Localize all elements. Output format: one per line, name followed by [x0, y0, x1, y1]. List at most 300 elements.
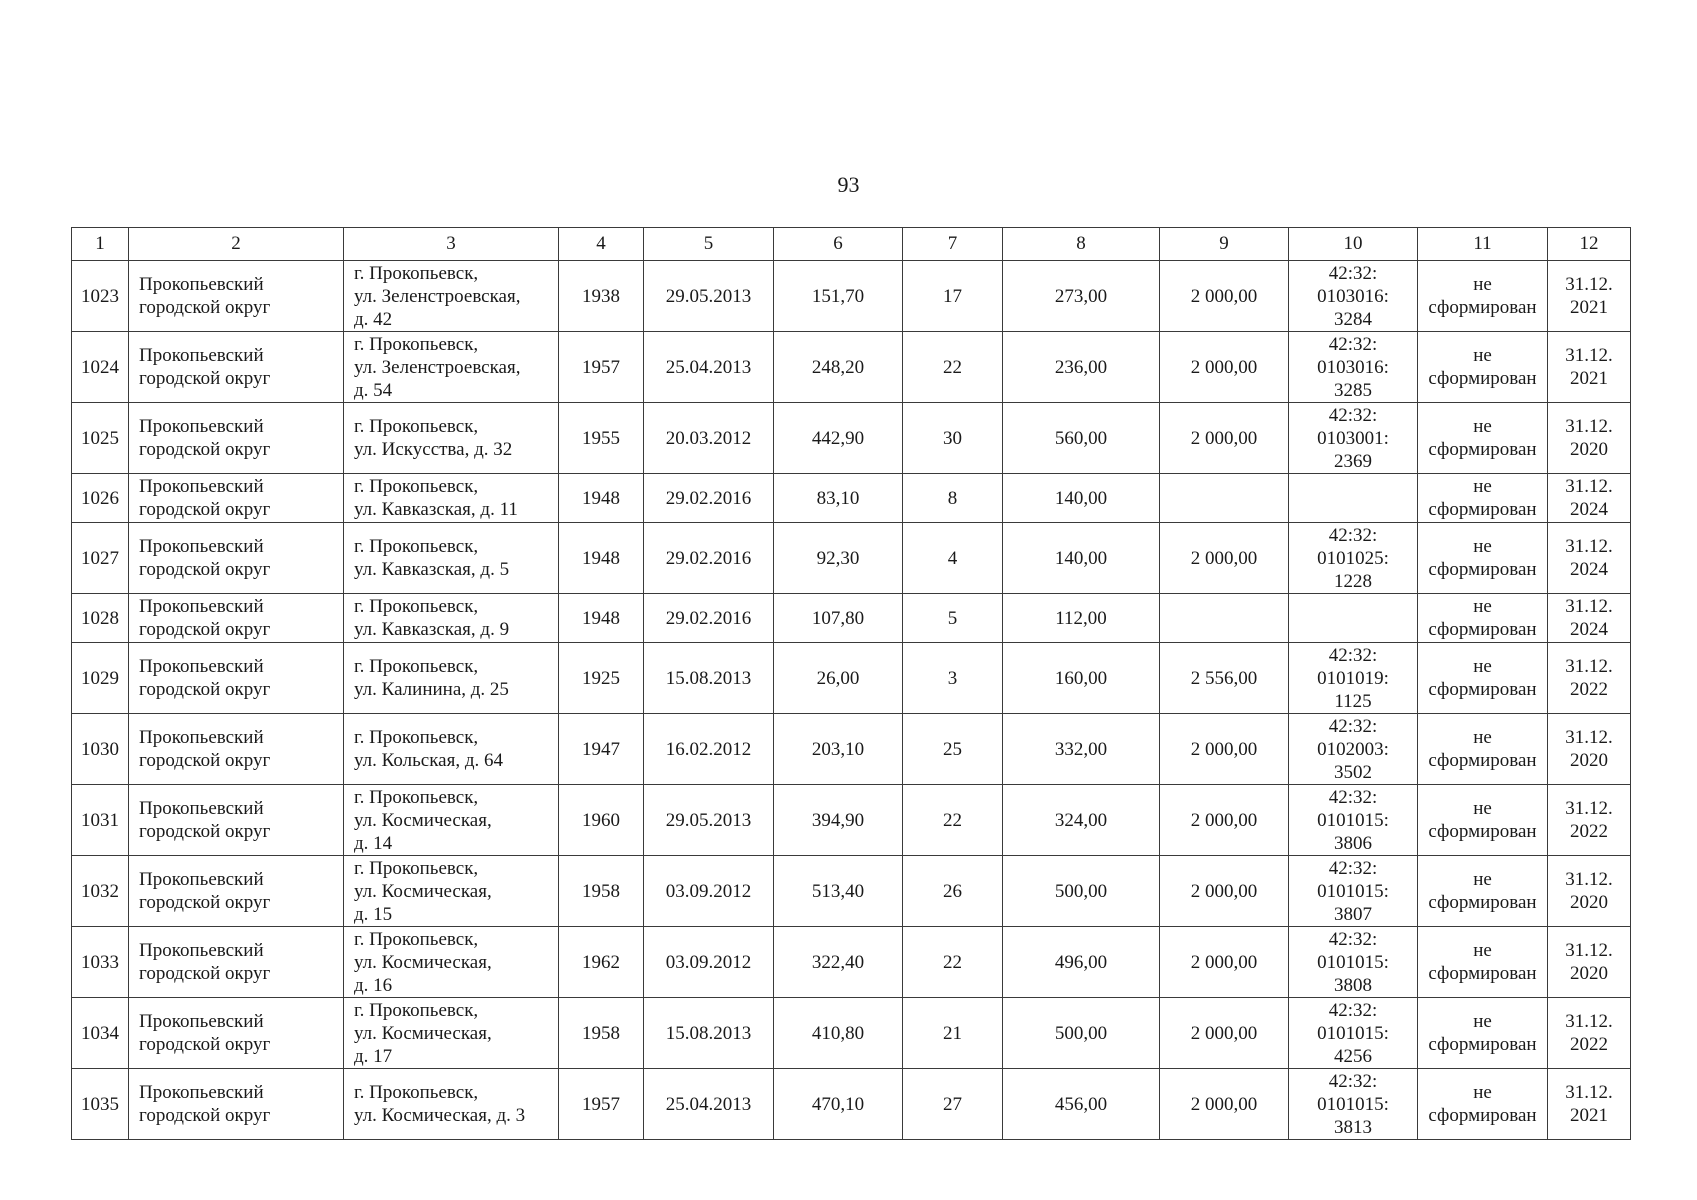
address-cell [344, 643, 559, 714]
value-cell-col9 [1160, 474, 1289, 523]
status-cell [1418, 403, 1548, 474]
deadline-cell-line: 31.12. [1565, 274, 1613, 295]
area-cell: 470,10 [774, 1069, 903, 1140]
residents-count-cell: 26 [903, 856, 1003, 927]
value-cell-col9 [1160, 594, 1289, 643]
value-cell-col9: 2 000,00 [1160, 998, 1289, 1069]
cadastral-number-cell-line: 1228 [1334, 570, 1372, 592]
value-cell-col8: 456,00 [1003, 1069, 1160, 1140]
table-row [72, 594, 1631, 643]
row-number-cell: 1033 [72, 927, 129, 998]
build-year-cell: 1925 [559, 643, 644, 714]
value-cell-col8: 140,00 [1003, 523, 1160, 594]
build-year-cell: 1938 [559, 261, 644, 332]
deadline-cell-line: 31.12. [1565, 416, 1613, 437]
status-cell [1418, 998, 1548, 1069]
build-year-cell: 1948 [559, 474, 644, 523]
residents-count-cell: 4 [903, 523, 1003, 594]
row-number-cell: 1035 [72, 1069, 129, 1140]
row-number-cell: 1034 [72, 998, 129, 1069]
address-cell [344, 403, 559, 474]
cadastral-number-cell [1289, 594, 1418, 643]
date-cell: 29.05.2013 [644, 261, 774, 332]
status-cell-line: не [1473, 798, 1492, 819]
cadastral-number-cell-line: 42:32: [1328, 857, 1378, 879]
cadastral-number-cell-line: 0101015: [1317, 1093, 1389, 1115]
date-cell: 29.05.2013 [644, 785, 774, 856]
table-row [72, 856, 1631, 927]
deadline-cell-line: 2020 [1570, 892, 1608, 913]
district-cell [129, 714, 344, 785]
district-cell-line: Прокопьевский [139, 798, 264, 819]
row-number-cell: 1027 [72, 523, 129, 594]
table-row [72, 927, 1631, 998]
value-cell-col9: 2 000,00 [1160, 261, 1289, 332]
column-header: 12 [1548, 228, 1631, 261]
value-cell-col9: 2 000,00 [1160, 714, 1289, 785]
column-header: 6 [774, 228, 903, 261]
address-cell-line: г. Прокопьевск, [354, 656, 479, 677]
deadline-cell-line: 2020 [1570, 963, 1608, 984]
status-cell [1418, 856, 1548, 927]
district-cell-line: Прокопьевский [139, 476, 264, 497]
area-cell: 26,00 [774, 643, 903, 714]
date-cell: 15.08.2013 [644, 643, 774, 714]
address-cell-line: д. 17 [354, 1045, 393, 1067]
value-cell-col9: 2 000,00 [1160, 403, 1289, 474]
residents-count-cell: 21 [903, 998, 1003, 1069]
deadline-cell [1548, 261, 1631, 332]
status-cell-line: не [1473, 536, 1492, 557]
area-cell: 203,10 [774, 714, 903, 785]
address-cell-line: г. Прокопьевск, [354, 262, 479, 284]
deadline-cell [1548, 523, 1631, 594]
cadastral-number-cell-line: 2369 [1334, 450, 1372, 472]
date-cell: 20.03.2012 [644, 403, 774, 474]
value-cell-col9: 2 556,00 [1160, 643, 1289, 714]
cadastral-number-cell [1289, 403, 1418, 474]
status-cell-line: не [1473, 1011, 1492, 1032]
address-cell [344, 594, 559, 643]
table-row [72, 261, 1631, 332]
cadastral-number-cell-line: 42:32: [1328, 333, 1378, 355]
address-cell-line: г. Прокопьевск, [354, 1082, 479, 1103]
deadline-cell [1548, 403, 1631, 474]
cadastral-number-cell-line: 3502 [1334, 761, 1372, 783]
value-cell-col9: 2 000,00 [1160, 856, 1289, 927]
cadastral-number-cell-line: 0103016: [1317, 356, 1389, 378]
status-cell-line: не [1473, 476, 1492, 497]
value-cell-col8: 324,00 [1003, 785, 1160, 856]
column-header: 1 [72, 228, 129, 261]
row-number-cell: 1032 [72, 856, 129, 927]
area-cell: 410,80 [774, 998, 903, 1069]
area-cell: 513,40 [774, 856, 903, 927]
date-cell: 03.09.2012 [644, 927, 774, 998]
deadline-cell-line: 31.12. [1565, 1082, 1613, 1103]
residents-count-cell: 8 [903, 474, 1003, 523]
area-cell: 83,10 [774, 474, 903, 523]
district-cell-line: Прокопьевский [139, 1082, 264, 1103]
address-cell-line: ул. Космическая, [354, 809, 492, 831]
build-year-cell: 1957 [559, 1069, 644, 1140]
status-cell [1418, 1069, 1548, 1140]
address-cell [344, 474, 559, 523]
deadline-cell-line: 31.12. [1565, 940, 1613, 961]
deadline-cell-line: 2022 [1570, 679, 1608, 700]
cadastral-number-cell [1289, 474, 1418, 523]
value-cell-col8: 140,00 [1003, 474, 1160, 523]
address-cell-line: д. 15 [354, 903, 393, 925]
cadastral-number-cell-line: 3806 [1334, 832, 1372, 854]
district-cell-line: городской округ [139, 892, 271, 913]
status-cell-line: сформирован [1428, 1105, 1537, 1126]
cadastral-number-cell-line: 42:32: [1328, 404, 1378, 426]
residents-count-cell: 27 [903, 1069, 1003, 1140]
address-cell [344, 856, 559, 927]
status-cell-line: сформирован [1428, 750, 1537, 771]
deadline-cell-line: 2024 [1570, 499, 1608, 520]
address-cell-line: ул. Космическая, д. 3 [354, 1105, 526, 1126]
address-cell-line: ул. Космическая, [354, 880, 492, 902]
date-cell: 29.02.2016 [644, 594, 774, 643]
build-year-cell: 1958 [559, 998, 644, 1069]
address-cell [344, 785, 559, 856]
address-cell-line: г. Прокопьевск, [354, 999, 479, 1021]
district-cell [129, 523, 344, 594]
district-cell [129, 474, 344, 523]
district-cell-line: Прокопьевский [139, 345, 264, 366]
row-number-cell: 1023 [72, 261, 129, 332]
table-row [72, 643, 1631, 714]
area-cell: 322,40 [774, 927, 903, 998]
cadastral-number-cell [1289, 714, 1418, 785]
area-cell: 442,90 [774, 403, 903, 474]
district-cell-line: городской округ [139, 750, 271, 771]
district-cell-line: городской округ [139, 1105, 271, 1126]
row-number-cell: 1026 [72, 474, 129, 523]
deadline-cell-line: 2024 [1570, 559, 1608, 580]
build-year-cell: 1947 [559, 714, 644, 785]
residents-count-cell: 25 [903, 714, 1003, 785]
row-number-cell: 1031 [72, 785, 129, 856]
build-year-cell: 1962 [559, 927, 644, 998]
status-cell-line: сформирован [1428, 297, 1537, 318]
date-cell: 15.08.2013 [644, 998, 774, 1069]
status-cell-line: не [1473, 596, 1492, 617]
row-number-cell: 1025 [72, 403, 129, 474]
address-cell-line: ул. Зеленстроевская, [354, 356, 521, 378]
build-year-cell: 1948 [559, 594, 644, 643]
deadline-cell-line: 31.12. [1565, 476, 1613, 497]
deadline-cell-line: 31.12. [1565, 656, 1613, 677]
cadastral-number-cell [1289, 998, 1418, 1069]
cadastral-number-cell-line: 0101015: [1317, 880, 1389, 902]
address-cell-line: ул. Кавказская, д. 5 [354, 559, 510, 580]
date-cell: 29.02.2016 [644, 474, 774, 523]
table-row [72, 785, 1631, 856]
cadastral-number-cell [1289, 332, 1418, 403]
cadastral-number-cell [1289, 523, 1418, 594]
residents-count-cell: 22 [903, 927, 1003, 998]
value-cell-col8: 500,00 [1003, 998, 1160, 1069]
deadline-cell [1548, 785, 1631, 856]
address-cell-line: г. Прокопьевск, [354, 333, 479, 355]
address-cell-line: г. Прокопьевск, [354, 476, 479, 497]
district-cell [129, 594, 344, 643]
value-cell-col9: 2 000,00 [1160, 332, 1289, 403]
cadastral-number-cell-line: 0102003: [1317, 738, 1389, 760]
address-cell-line: г. Прокопьевск, [354, 857, 479, 879]
value-cell-col8: 160,00 [1003, 643, 1160, 714]
district-cell-line: городской округ [139, 821, 271, 842]
column-header: 8 [1003, 228, 1160, 261]
address-cell-line: г. Прокопьевск, [354, 727, 479, 748]
status-cell-line: сформирован [1428, 368, 1537, 389]
value-cell-col8: 273,00 [1003, 261, 1160, 332]
cadastral-number-cell [1289, 643, 1418, 714]
address-cell-line: г. Прокопьевск, [354, 928, 479, 950]
district-cell-line: городской округ [139, 619, 271, 640]
deadline-cell-line: 2024 [1570, 619, 1608, 640]
address-cell-line: д. 42 [354, 308, 393, 330]
cadastral-number-cell-line: 3284 [1334, 308, 1372, 330]
table-row [72, 403, 1631, 474]
cadastral-number-cell-line: 42:32: [1328, 715, 1378, 737]
build-year-cell: 1955 [559, 403, 644, 474]
district-cell-line: Прокопьевский [139, 274, 264, 295]
district-cell [129, 643, 344, 714]
district-cell-line: Прокопьевский [139, 727, 264, 748]
address-cell [344, 1069, 559, 1140]
residents-count-cell: 3 [903, 643, 1003, 714]
deadline-cell-line: 31.12. [1565, 727, 1613, 748]
cadastral-number-cell [1289, 927, 1418, 998]
date-cell: 16.02.2012 [644, 714, 774, 785]
status-cell-line: не [1473, 727, 1492, 748]
deadline-cell-line: 31.12. [1565, 596, 1613, 617]
address-cell-line: г. Прокопьевск, [354, 416, 479, 437]
district-cell [129, 403, 344, 474]
status-cell [1418, 927, 1548, 998]
district-cell-line: Прокопьевский [139, 1011, 264, 1032]
deadline-cell-line: 2022 [1570, 821, 1608, 842]
status-cell-line: не [1473, 416, 1492, 437]
address-cell-line: ул. Космическая, [354, 1022, 492, 1044]
status-cell [1418, 594, 1548, 643]
status-cell-line: сформирован [1428, 1034, 1537, 1055]
district-cell-line: Прокопьевский [139, 656, 264, 677]
district-cell-line: городской округ [139, 368, 271, 389]
address-cell-line: ул. Зеленстроевская, [354, 285, 521, 307]
column-header: 5 [644, 228, 774, 261]
cadastral-number-cell-line: 0101025: [1317, 547, 1389, 569]
build-year-cell: 1957 [559, 332, 644, 403]
district-cell [129, 332, 344, 403]
cadastral-number-cell-line: 3807 [1334, 903, 1372, 925]
cadastral-number-cell-line: 42:32: [1328, 1070, 1378, 1092]
status-cell-line: сформирован [1428, 499, 1537, 520]
district-cell [129, 927, 344, 998]
page-number: 93 [837, 172, 860, 197]
column-header: 11 [1418, 228, 1548, 261]
date-cell: 25.04.2013 [644, 1069, 774, 1140]
cadastral-number-cell-line: 42:32: [1328, 999, 1378, 1021]
address-cell [344, 523, 559, 594]
status-cell [1418, 261, 1548, 332]
cadastral-number-cell-line: 4256 [1334, 1045, 1372, 1067]
address-cell-line: ул. Кавказская, д. 11 [354, 499, 518, 520]
district-cell-line: Прокопьевский [139, 596, 264, 617]
cadastral-number-cell-line: 0101019: [1317, 667, 1389, 689]
district-cell-line: Прокопьевский [139, 416, 264, 437]
address-cell-line: г. Прокопьевск, [354, 536, 479, 557]
address-cell-line: д. 16 [354, 974, 393, 996]
cadastral-number-cell-line: 42:32: [1328, 262, 1378, 284]
housing-registry-table [71, 227, 1631, 1140]
address-cell [344, 714, 559, 785]
status-cell-line: не [1473, 345, 1492, 366]
district-cell-line: Прокопьевский [139, 869, 264, 890]
cadastral-number-cell-line: 0101015: [1317, 809, 1389, 831]
column-header: 2 [129, 228, 344, 261]
cadastral-number-cell [1289, 785, 1418, 856]
deadline-cell [1548, 714, 1631, 785]
column-header: 3 [344, 228, 559, 261]
area-cell: 394,90 [774, 785, 903, 856]
deadline-cell [1548, 1069, 1631, 1140]
address-cell-line: д. 14 [354, 832, 393, 854]
district-cell-line: городской округ [139, 1034, 271, 1055]
table-row [72, 714, 1631, 785]
deadline-cell-line: 31.12. [1565, 869, 1613, 890]
value-cell-col8: 236,00 [1003, 332, 1160, 403]
district-cell-line: городской округ [139, 963, 271, 984]
address-cell [344, 998, 559, 1069]
residents-count-cell: 30 [903, 403, 1003, 474]
cadastral-number-cell-line: 42:32: [1328, 644, 1378, 666]
cadastral-number-cell-line: 0103001: [1317, 427, 1389, 449]
deadline-cell-line: 2021 [1570, 1105, 1608, 1126]
build-year-cell: 1948 [559, 523, 644, 594]
status-cell-line: сформирован [1428, 892, 1537, 913]
deadline-cell [1548, 643, 1631, 714]
district-cell [129, 261, 344, 332]
cadastral-number-cell-line: 0101015: [1317, 1022, 1389, 1044]
row-number-cell: 1028 [72, 594, 129, 643]
value-cell-col8: 500,00 [1003, 856, 1160, 927]
address-cell-line: г. Прокопьевск, [354, 596, 479, 617]
row-number-cell: 1030 [72, 714, 129, 785]
deadline-cell-line: 31.12. [1565, 536, 1613, 557]
status-cell-line: не [1473, 1082, 1492, 1103]
deadline-cell [1548, 474, 1631, 523]
address-cell [344, 332, 559, 403]
cadastral-number-cell [1289, 261, 1418, 332]
address-cell-line: г. Прокопьевск, [354, 786, 479, 808]
cadastral-number-cell-line: 42:32: [1328, 524, 1378, 546]
date-cell: 29.02.2016 [644, 523, 774, 594]
address-cell-line: ул. Искусства, д. 32 [354, 439, 513, 460]
table-row [72, 998, 1631, 1069]
district-cell [129, 785, 344, 856]
status-cell-line: сформирован [1428, 679, 1537, 700]
cadastral-number-cell [1289, 1069, 1418, 1140]
table-row [72, 332, 1631, 403]
table-row [72, 523, 1631, 594]
residents-count-cell: 22 [903, 332, 1003, 403]
column-header: 9 [1160, 228, 1289, 261]
deadline-cell-line: 31.12. [1565, 345, 1613, 366]
status-cell-line: не [1473, 940, 1492, 961]
value-cell-col8: 112,00 [1003, 594, 1160, 643]
district-cell [129, 856, 344, 927]
cadastral-number-cell-line: 42:32: [1328, 928, 1378, 950]
status-cell [1418, 332, 1548, 403]
deadline-cell-line: 31.12. [1565, 798, 1613, 819]
status-cell [1418, 474, 1548, 523]
address-cell-line: ул. Кавказская, д. 9 [354, 619, 510, 640]
address-cell-line: ул. Космическая, [354, 951, 492, 973]
build-year-cell: 1958 [559, 856, 644, 927]
area-cell: 107,80 [774, 594, 903, 643]
cadastral-number-cell-line: 0101015: [1317, 951, 1389, 973]
status-cell-line: сформирован [1428, 821, 1537, 842]
cadastral-number-cell-line: 3813 [1334, 1116, 1372, 1138]
address-cell-line: ул. Кольская, д. 64 [354, 750, 503, 771]
value-cell-col9: 2 000,00 [1160, 1069, 1289, 1140]
area-cell: 92,30 [774, 523, 903, 594]
status-cell [1418, 714, 1548, 785]
residents-count-cell: 22 [903, 785, 1003, 856]
column-header: 10 [1289, 228, 1418, 261]
status-cell-line: не [1473, 656, 1492, 677]
status-cell-line: сформирован [1428, 559, 1537, 580]
area-cell: 248,20 [774, 332, 903, 403]
deadline-cell-line: 2021 [1570, 297, 1608, 318]
date-cell: 25.04.2013 [644, 332, 774, 403]
status-cell-line: сформирован [1428, 439, 1537, 460]
value-cell-col8: 496,00 [1003, 927, 1160, 998]
deadline-cell [1548, 856, 1631, 927]
district-cell-line: Прокопьевский [139, 940, 264, 961]
district-cell-line: городской округ [139, 559, 271, 580]
deadline-cell [1548, 594, 1631, 643]
value-cell-col9: 2 000,00 [1160, 523, 1289, 594]
cadastral-number-cell [1289, 856, 1418, 927]
residents-count-cell: 5 [903, 594, 1003, 643]
status-cell [1418, 643, 1548, 714]
column-header: 4 [559, 228, 644, 261]
address-cell [344, 927, 559, 998]
table-body [72, 261, 1631, 1140]
deadline-cell-line: 2020 [1570, 750, 1608, 771]
date-cell: 03.09.2012 [644, 856, 774, 927]
cadastral-number-cell-line: 0103016: [1317, 285, 1389, 307]
residents-count-cell: 17 [903, 261, 1003, 332]
header-row [72, 228, 1631, 261]
district-cell-line: городской округ [139, 499, 271, 520]
district-cell [129, 1069, 344, 1140]
status-cell-line: сформирован [1428, 619, 1537, 640]
status-cell-line: не [1473, 274, 1492, 295]
address-cell-line: д. 54 [354, 379, 393, 401]
address-cell-line: ул. Калинина, д. 25 [354, 679, 509, 700]
value-cell-col8: 560,00 [1003, 403, 1160, 474]
deadline-cell-line: 2020 [1570, 439, 1608, 460]
row-number-cell: 1029 [72, 643, 129, 714]
district-cell-line: городской округ [139, 679, 271, 700]
